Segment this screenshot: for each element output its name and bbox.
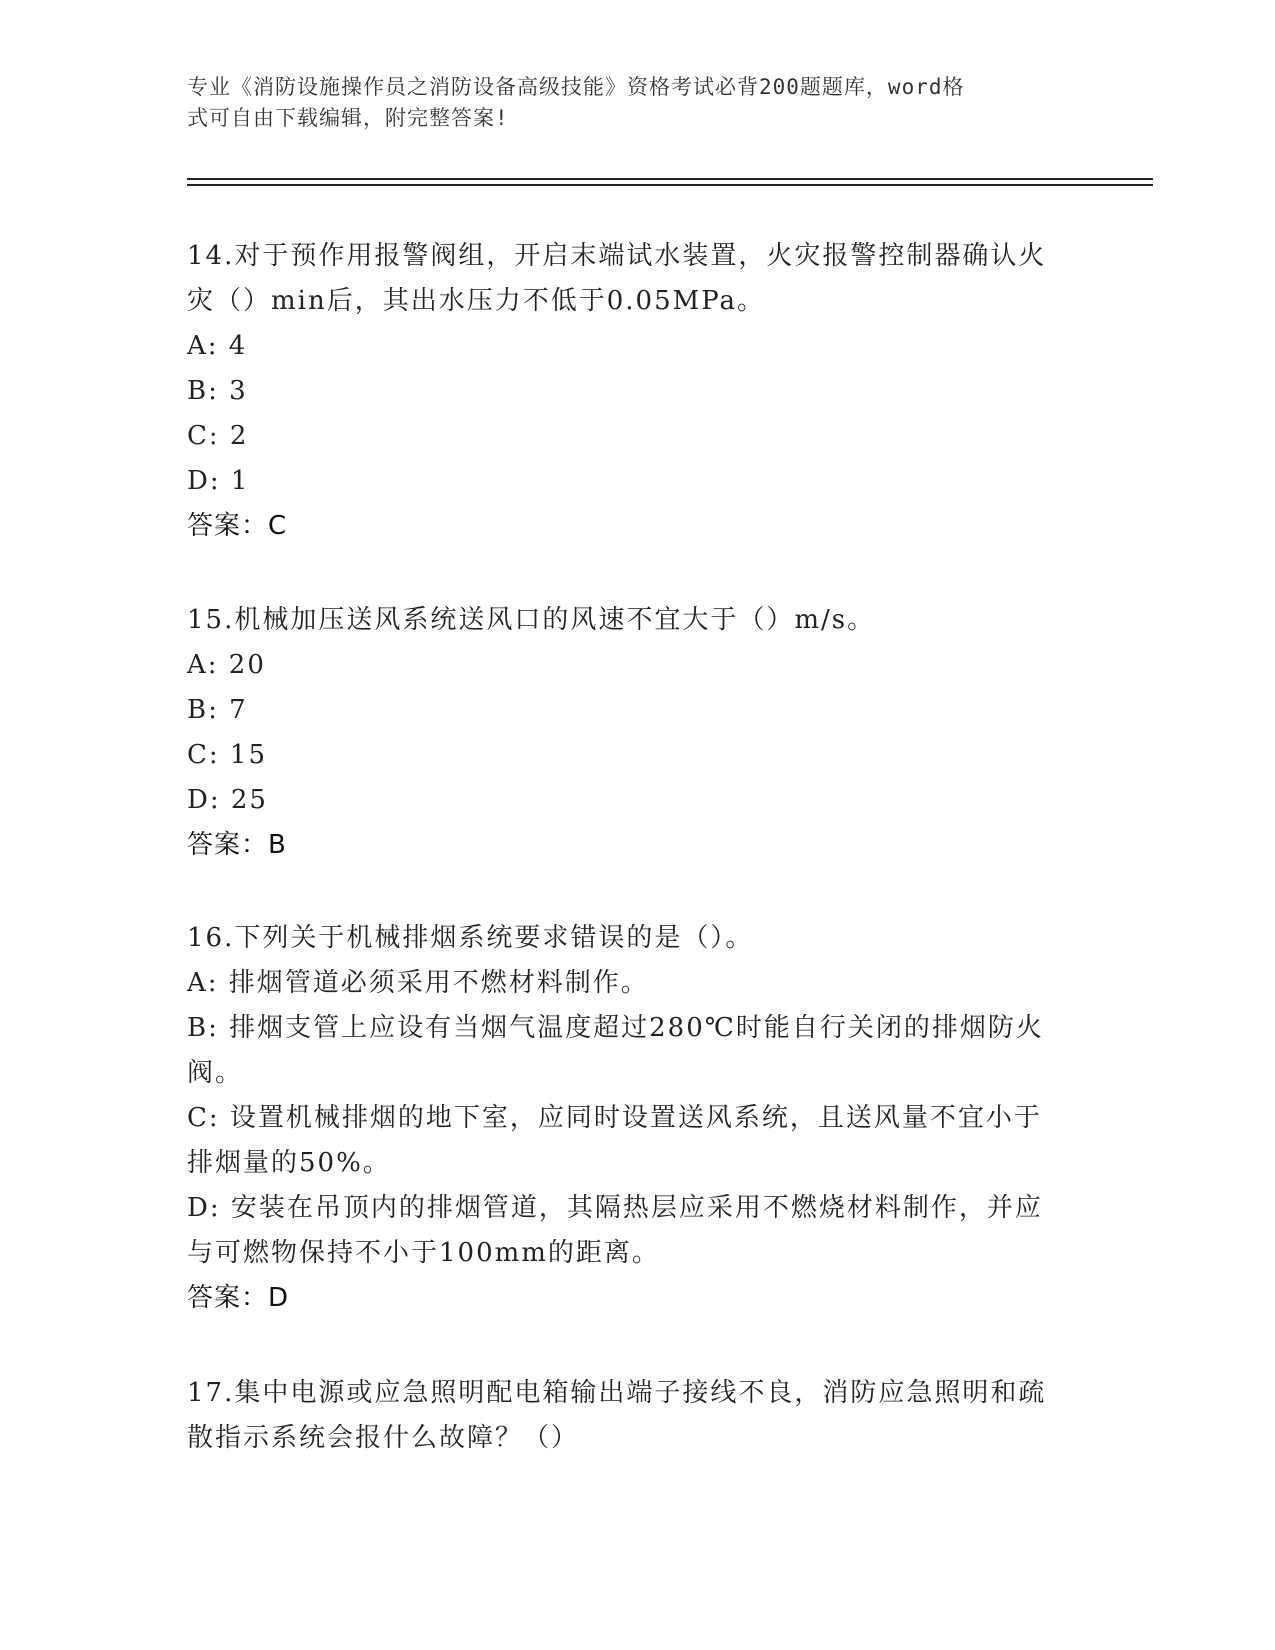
document-header xyxy=(187,72,1067,134)
option-c-continued: 排烟量的50%。 xyxy=(187,1148,391,1178)
question-15 xyxy=(187,598,1067,868)
option-c: C: 15 xyxy=(187,740,268,770)
option-a: A: 4 xyxy=(187,331,248,361)
question-stem-line: 灾（）min后，其出水压力不低于0.05MPa。 xyxy=(187,286,766,316)
option-d: D: 1 xyxy=(187,466,250,496)
answer-label: 答案：C xyxy=(187,511,288,541)
header-divider-top xyxy=(187,178,1153,180)
option-b-continued: 阀。 xyxy=(187,1058,244,1088)
option-b: B: 3 xyxy=(187,376,248,406)
answer-label: 答案：D xyxy=(187,1283,290,1313)
option-d: D: 安装在吊顶内的排烟管道，其隔热层应采用不燃烧材料制作，并应 xyxy=(187,1193,1043,1223)
header-line-1: 专业《消防设施操作员之消防设备高级技能》资格考试必背200题题库，word格 xyxy=(187,75,965,99)
question-17 xyxy=(187,1371,1067,1461)
option-d-continued: 与可燃物保持不小于100mm的距离。 xyxy=(187,1238,660,1268)
question-stem-line: 15.机械加压送风系统送风口的风速不宜大于（）m/s。 xyxy=(187,605,876,635)
question-16 xyxy=(187,916,1067,1321)
option-a: A: 20 xyxy=(187,650,266,680)
option-c: C: 2 xyxy=(187,421,249,451)
header-line-2: 式可自由下载编辑，附完整答案! xyxy=(187,106,509,130)
question-14 xyxy=(187,234,1067,549)
answer-label: 答案：B xyxy=(187,830,287,860)
option-c: C: 设置机械排烟的地下室，应同时设置送风系统，且送风量不宜小于 xyxy=(187,1103,1042,1133)
option-d: D: 25 xyxy=(187,785,268,815)
question-stem-line: 散指示系统会报什么故障？（） xyxy=(187,1423,580,1453)
header-divider-bottom xyxy=(187,184,1153,186)
question-stem-line: 16.下列关于机械排烟系统要求错误的是（）。 xyxy=(187,923,754,953)
question-stem-line: 14.对于预作用报警阀组，开启末端试水装置，火灾报警控制器确认火 xyxy=(187,241,1047,271)
option-a: A: 排烟管道必须采用不燃材料制作。 xyxy=(187,968,649,998)
option-b: B: 排烟支管上应设有当烟气温度超过280℃时能自行关闭的排烟防火 xyxy=(187,1013,1044,1043)
option-b: B: 7 xyxy=(187,695,248,725)
question-stem-line: 17.集中电源或应急照明配电箱输出端子接线不良，消防应急照明和疏 xyxy=(187,1378,1047,1408)
